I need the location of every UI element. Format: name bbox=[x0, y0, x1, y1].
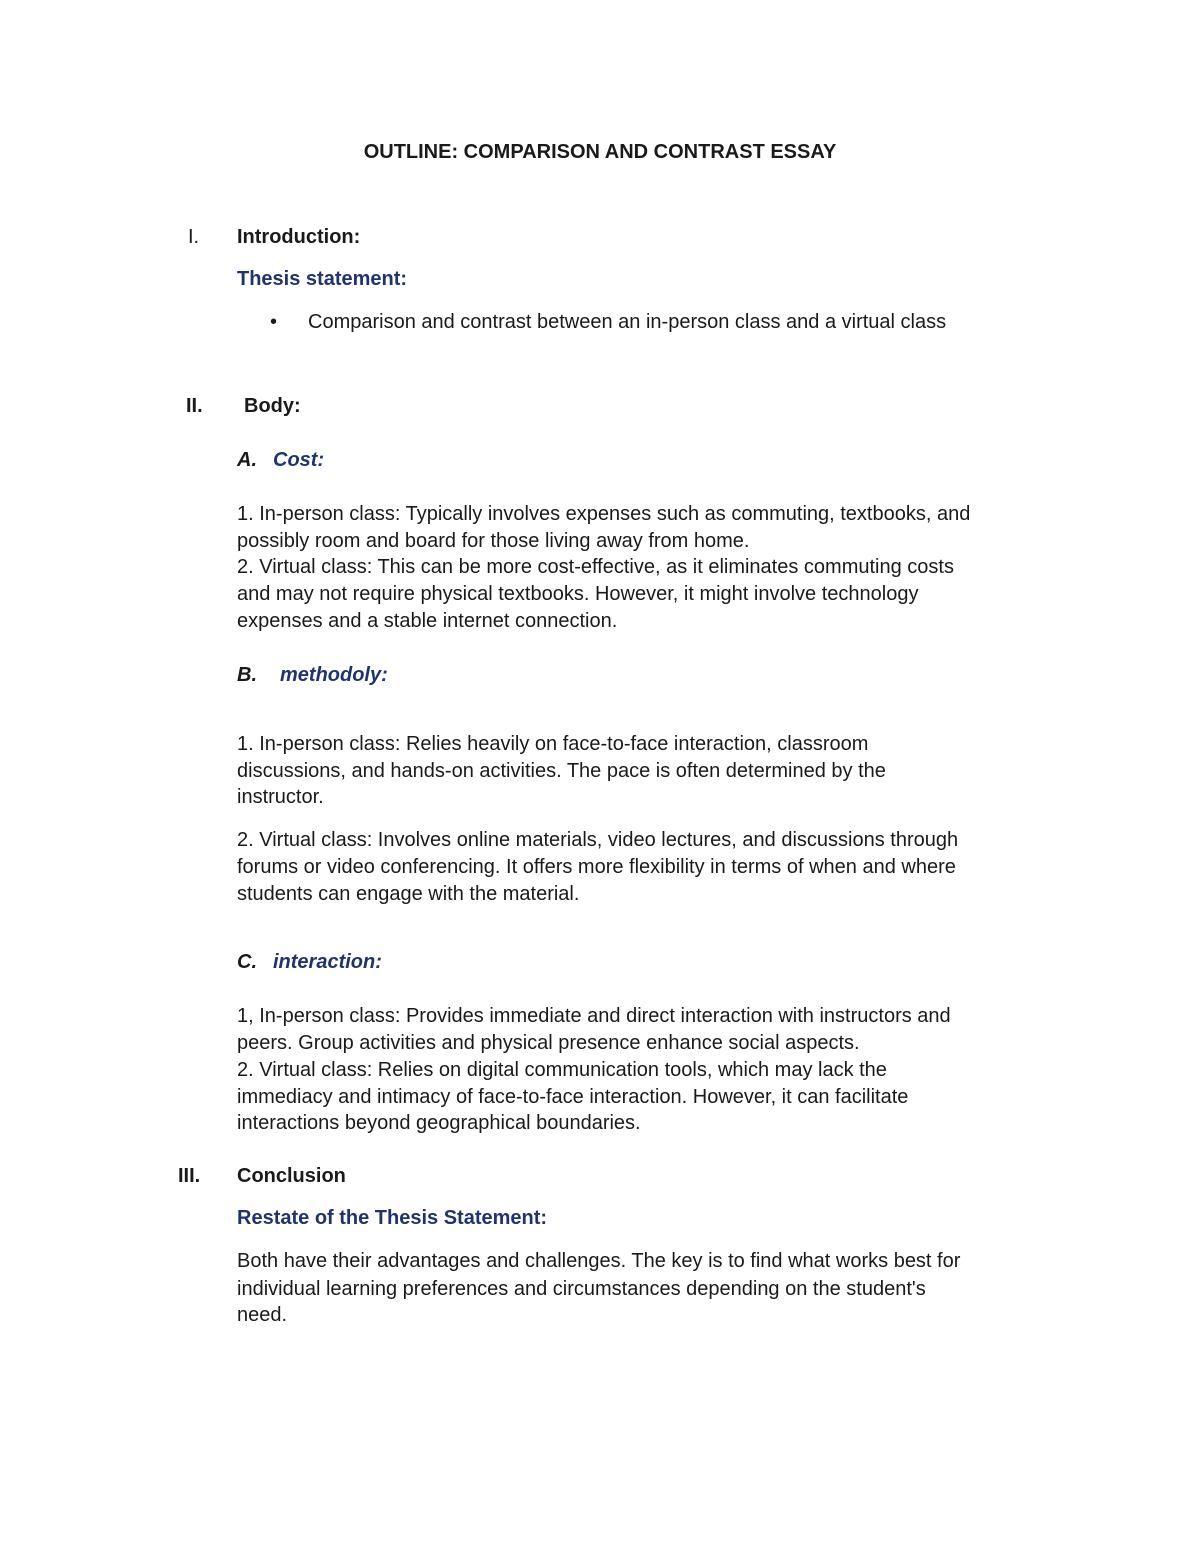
thesis-heading: Thesis statement: bbox=[237, 268, 408, 290]
subsection-heading-interaction: interaction: bbox=[273, 951, 382, 973]
paragraph-line: discussions, and hands-on activities. The pace is often determined by the bbox=[237, 760, 886, 782]
paragraph-line: peers. Group activities and physical presence enhance social aspects. bbox=[237, 1032, 860, 1054]
paragraph-line: 1. In-person class: Relies heavily on face-to-face interaction, classroom bbox=[237, 733, 869, 755]
section-heading-introduction: Introduction: bbox=[237, 226, 361, 248]
document-title: OUTLINE: COMPARISON AND CONTRAST ESSAY bbox=[363, 141, 837, 163]
section-heading-body: Body: bbox=[244, 395, 301, 417]
paragraph-line: 2. Virtual class: Relies on digital communication tools, which may lack the bbox=[237, 1059, 887, 1081]
paragraph-line: need. bbox=[237, 1304, 288, 1326]
paragraph-line: instructor. bbox=[237, 786, 324, 808]
paragraph-line: immediacy and intimacy of face-to-face interaction. However, it can facilitate bbox=[237, 1086, 909, 1108]
paragraph-line: individual learning preferences and circumstances depending on the student's bbox=[237, 1278, 926, 1300]
thesis-text: Comparison and contrast between an in-person class and a virtual class bbox=[308, 311, 947, 333]
paragraph-line: forums or video conferencing. It offers more flexibility in terms of when and where bbox=[237, 856, 956, 878]
subsection-letter: A. bbox=[237, 449, 257, 471]
paragraph-line: 2. Virtual class: This can be more cost-effective, as it eliminates commuting costs bbox=[237, 556, 954, 578]
subsection-heading-methodology: methodoly: bbox=[280, 664, 388, 686]
section-numeral: III. bbox=[178, 1165, 201, 1187]
paragraph-line: possibly room and board for those living away from home. bbox=[237, 530, 750, 552]
subsection-letter: C. bbox=[237, 951, 257, 973]
paragraph-line: 1, In-person class: Provides immediate and direct interaction with instructors and bbox=[237, 1005, 951, 1027]
paragraph-line: and may not require physical textbooks. However, it might involve technology bbox=[237, 583, 919, 605]
subsection-heading-cost: Cost: bbox=[273, 449, 325, 471]
paragraph-line: students can engage with the material. bbox=[237, 883, 580, 905]
paragraph-line: 2. Virtual class: Involves online materials, video lectures, and discussions through bbox=[237, 829, 959, 851]
bullet-icon: • bbox=[270, 311, 278, 333]
restate-heading: Restate of the Thesis Statement: bbox=[237, 1207, 548, 1229]
section-numeral: I. bbox=[188, 226, 200, 248]
subsection-letter: B. bbox=[237, 664, 257, 686]
paragraph-line: expenses and a stable internet connection. bbox=[237, 610, 618, 632]
paragraph-line: Both have their advantages and challenges. The key is to find what works best for bbox=[237, 1250, 961, 1272]
section-numeral: II. bbox=[186, 395, 203, 417]
paragraph-line: interactions beyond geographical boundaries. bbox=[237, 1112, 641, 1134]
section-heading-conclusion: Conclusion bbox=[237, 1165, 346, 1187]
paragraph-line: 1. In-person class: Typically involves expenses such as commuting, textbooks, and bbox=[237, 503, 971, 525]
